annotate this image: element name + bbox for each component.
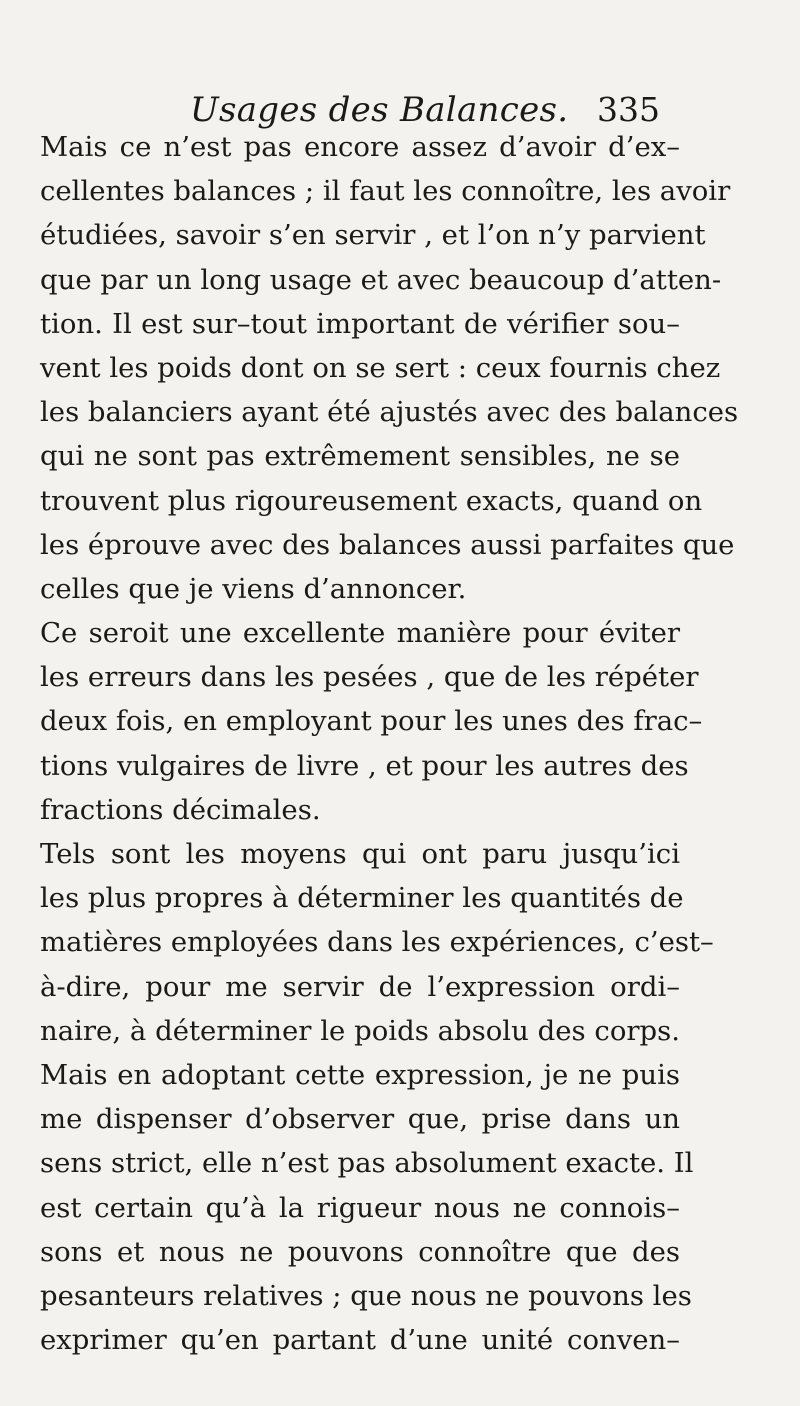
text-line: les balanciers ayant été ajustés avec des balances bbox=[40, 396, 739, 429]
text-line: fractions décimales. bbox=[40, 793, 321, 826]
text-line: Mais ce n’est pas encore assez d’avoir d’ex– bbox=[40, 131, 680, 163]
text-line: deux fois, en employant pour les unes des frac– bbox=[40, 705, 703, 738]
text-line: tions vulgaires de livre , et pour les autres des bbox=[40, 749, 689, 782]
text-line: Mais en adoptant cette expression, je ne puis bbox=[40, 1058, 680, 1091]
text-line: que par un long usage et avec beaucoup d’atten- bbox=[40, 263, 722, 296]
text-line: tion. Il est sur–tout important de vérifier sou– bbox=[40, 307, 680, 340]
text-line: trouvent plus rigoureusement exacts, quand on bbox=[40, 484, 703, 517]
text-line: Ce seroit une excellente manière pour éviter bbox=[40, 617, 680, 650]
text-line: me dispenser d’observer que, prise dans un bbox=[40, 1103, 680, 1136]
text-line: pesanteurs relatives ; que nous ne pouvons les bbox=[40, 1279, 692, 1312]
text-line: celles que je viens d’annoncer. bbox=[40, 572, 467, 605]
text-line: les erreurs dans les pesées , que de les répéter bbox=[40, 661, 699, 694]
text-line: vent les poids dont on se sert : ceux fournis chez bbox=[40, 351, 721, 384]
text-line: qui ne sont pas extrêmement sensibles, ne se bbox=[40, 440, 680, 473]
page-number: 335 bbox=[597, 90, 660, 129]
body-text bbox=[40, 125, 739, 1362]
text-line: sens strict, elle n’est pas absolument exacte. Il bbox=[40, 1147, 694, 1180]
text-line: les éprouve avec des balances aussi parfaites que bbox=[40, 528, 735, 561]
text-line: est certain qu’à la rigueur nous ne connois– bbox=[40, 1191, 680, 1224]
text-line: cellentes balances ; il faut les connoître, les avoir bbox=[40, 175, 731, 208]
text-line: Tels sont les moyens qui ont paru jusqu’ici bbox=[40, 838, 680, 870]
text-line: sons et nous ne pouvons connoître que des bbox=[40, 1235, 680, 1268]
text-line: à-dire, pour me servir de l’expression ordi– bbox=[40, 970, 680, 1003]
text-line: étudiées, savoir s’en servir , et l’on n’y parvient bbox=[40, 219, 706, 252]
text-line: exprimer qu’en partant d’une unité conven– bbox=[40, 1324, 680, 1357]
text-line: naire, à déterminer le poids absolu des corps. bbox=[40, 1014, 680, 1047]
running-title: Usages des Balances. bbox=[190, 90, 569, 130]
text-line: matières employées dans les expériences, c’est– bbox=[40, 926, 714, 959]
text-line: les plus propres à déterminer les quantités de bbox=[40, 882, 684, 915]
